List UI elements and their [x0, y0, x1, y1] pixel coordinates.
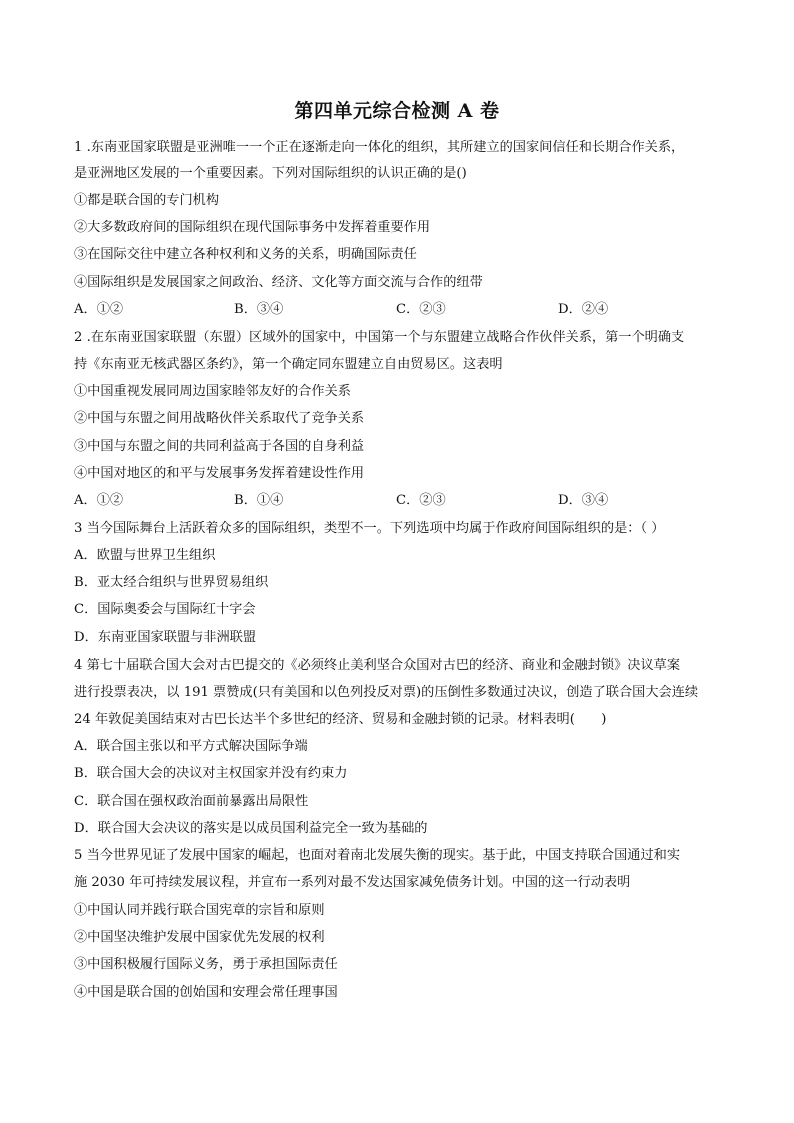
- q2-options: [74, 492, 724, 510]
- q4-stem-line-2: 进行投票表决，以 191 票赞成(只有美国和以色列投反对票)的压倒性多数通过决议，创造了联合国大会连续: [74, 685, 699, 700]
- q4-option-c: C．联合国在强权政治面前暴露出局限性: [74, 794, 309, 809]
- q3-option-b: B．亚太经合组织与世界贸易组织: [74, 575, 269, 590]
- q5-item-3: ③中国积极履行国际义务，勇于承担国际责任: [74, 957, 338, 972]
- q2-item-4: ④中国对地区的和平与发展事务发挥着建设性作用: [74, 466, 365, 481]
- q1-item-4: ④国际组织是发展国家之间政治、经济、文化等方面交流与合作的纽带: [74, 275, 483, 290]
- q1-option-c: C．②③: [396, 302, 446, 317]
- q3-stem-line-1: 3 当今国际舞台上活跃着众多的国际组织，类型不一。下列选项中均属于作政府间国际组织的是：（ ）: [74, 521, 665, 536]
- q4-stem-line-1: 4 第七十届联合国大会对古巴提交的《必须终止美利坚合众国对古巴的经济、商业和金融封锁》决议草案: [74, 658, 681, 673]
- q4-option-a: A．联合国主张以和平方式解决国际争端: [74, 739, 308, 754]
- q3-option-d: D．东南亚国家联盟与非洲联盟: [74, 630, 257, 645]
- q4-stem-line-3: 24 年敦促美国结束对古巴长达半个多世纪的经济、贸易和金融封锁的记录。材料表明( ): [74, 712, 607, 727]
- q5-item-1: ①中国认同并践行联合国宪章的宗旨和原则: [74, 903, 325, 918]
- q2-option-b: B．①④: [234, 493, 284, 508]
- q2-option-d: D．③④: [558, 493, 609, 508]
- q1-options: [74, 301, 724, 319]
- q1-item-2: ②大多数政府间的国际组织在现代国际事务中发挥着重要作用: [74, 220, 431, 235]
- page-title: 第四单元综合检测 A 卷: [294, 100, 500, 122]
- q2-option-c: C．②③: [396, 493, 446, 508]
- q2-option-a: A．①②: [74, 493, 124, 508]
- q4-option-d: D．联合国大会决议的落实是以成员国利益完全一致为基础的: [74, 821, 428, 836]
- q1-option-a: A．①②: [74, 302, 124, 317]
- q5-item-4: ④中国是联合国的创始国和安理会常任理事国: [74, 985, 338, 1000]
- q1-option-d: D．②④: [558, 302, 609, 317]
- q1-stem-line-1: 1 .东南亚国家联盟是亚洲唯一一个正在逐渐走向一体化的组织，其所建立的国家间信任和长期合作关系，: [74, 140, 685, 155]
- q2-item-2: ②中国与东盟之间用战略伙伴关系取代了竞争关系: [74, 411, 365, 426]
- q1-stem-line-2: 是亚洲地区发展的一个重要因素。下列对国际组织的认识正确的是(): [74, 166, 467, 181]
- q2-item-3: ③中国与东盟之间的共同利益高于各国的自身利益: [74, 439, 365, 454]
- q5-stem-line-2: 施 2030 年可持续发展议程，并宣布一系列对最不发达国家减免债务计划。中国的这一行动表明: [74, 875, 631, 890]
- q3-option-a: A．欧盟与世界卫生组织: [74, 548, 216, 563]
- q1-option-b: B．③④: [234, 302, 284, 317]
- q5-item-2: ②中国坚决维护发展中国家优先发展的权利: [74, 930, 325, 945]
- q2-item-1: ①中国重视发展同周边国家睦邻友好的合作关系: [74, 384, 351, 399]
- q1-item-3: ③在国际交往中建立各种权利和义务的关系，明确国际责任: [74, 247, 417, 262]
- q1-item-1: ①都是联合国的专门机构: [74, 193, 220, 208]
- q2-stem-line-2: 持《东南亚无核武器区条约》，第一个确定同东盟建立自由贸易区。这表明: [74, 357, 503, 372]
- q2-stem-line-1: 2 .在东南亚国家联盟（东盟）区域外的国家中，中国第一个与东盟建立战略合作伙伴关系，第一个明确支: [74, 330, 685, 345]
- q3-option-c: C．国际奥委会与国际红十字会: [74, 602, 256, 617]
- q5-stem-line-1: 5 当今世界见证了发展中国家的崛起，也面对着南北发展失衡的现实。基于此，中国支持联合国通过和实: [74, 848, 681, 863]
- q4-option-b: B．联合国大会的决议对主权国家并没有约束力: [74, 766, 348, 781]
